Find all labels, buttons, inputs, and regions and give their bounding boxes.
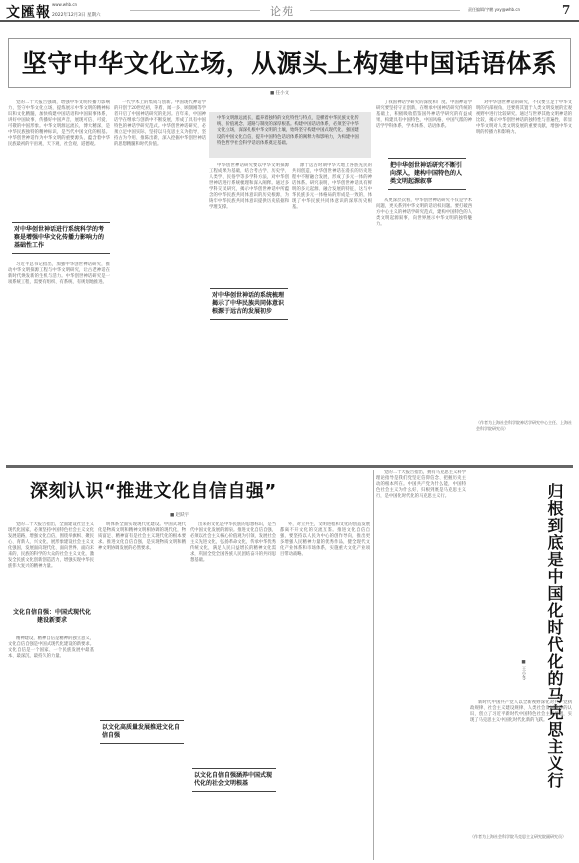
header-rule-right [310,10,460,11]
article1-headline: 坚守中华文化立场，从源头上构建中国话语体系 [21,49,558,78]
article1-column-2: 一代学术上的集成与创新。中国现代神话学的开创于20世纪初，茅盾、闻一多、顾颉刚等学者开启了中国神话研究的先河。百年来，中国神话学在继承与创新中不断发展，形成了具有中国特色的神话学研究范式。中华创世神话研究，必须立足中国实际，坚持以马克思主义为指导，坚持古为今用、推陈出新，深入挖掘中华创世神话的思想精髓和时代价值。 [114,100,206,147]
page-header [0,0,579,22]
article1-pullquote-3: 把中华创世神话研究不断引向深入，建构中国特色的人类文明起源叙事 [388,158,466,190]
header-rule-left [130,10,260,11]
article3-column-1: 党的二十大报告指出，拥有马克思主义科学理论指导是我们党坚定信仰信念、把握历史主动的根本所在。中国共产党为什么能，中国特色社会主义为什么好，归根到底是马克思主义行，是中国化时代化的马克思主义行。 [376,470,466,499]
article1-column-1a: 党的二十大报告强调，增强中华文明传播力影响力，坚守中华文化立场，提炼展示中华文明的精神标识和文化精髓，加快构建中国话语和中国叙事体系，讲好中国故事、传播好中国声音，展现可信、可爱、可敬的中国形象。中华文明源远流长，博大精深，是中华民族独特的精神标识，是当代中国文化的根基。中华创世神话作为中华文明的重要源头，蕴含着中华民族最初的宇宙观、天下观、社会观、道德观。 [8,100,110,147]
website-url: www.whb.cn [52,2,78,7]
article2-headline: 深刻认识“推进文化自信自强” [30,481,277,502]
editor-credit: 责任编辑/宇鹏 yxy@whb.cn [468,7,521,12]
masthead: 文匯報 [6,5,51,21]
article2-column-1b: 精神建设，精神自信是精神的独立意义，文化自信自强是中国式现代化建设的新要求。文化自信是一个国家、一个民族发展中最基本、最深沉、最持久的力量。 [8,636,94,659]
article2-column-1a: 党的二十大报告指出，全面建设社会主义现代化国家，必须坚持中国特色社会主义文化发展道路，增强文化自信，围绕举旗帜、聚民心、育新人、兴文化、展形象建设社会主义文化强国，发展面向现代化、面向世界、面向未来的，民族的科学的大众的社会主义文化，激发全民族文化创新创造活力，增强实现中华民族伟大复兴的精神力量。 [8,522,94,569]
article1-byline: ■ 任小文 [270,91,290,96]
article3-author-note: （作者为上海社会科学院马克思主义研究院副研究员） [470,834,566,839]
article2-pullquote-2: 以文化自信自强涵养中国式现代化的社会文明根基 [192,768,276,792]
article3-byline: ■ 王小冬 [521,660,526,680]
article2-column-4: 外，对立共生，文明进程和文化的创造发展都离不开文化的交流互鉴。推进文化自信自强，要坚持以人民为中心的创作导向，推出更多增强人民精神力量的优秀作品，健全现代文化产业体系和市场体系，实施重大文化产业项目带动战略。 [280,522,370,557]
article1-column-5a: 了我国神话学研究的深度和广度。中国神话学研究要坚持守正创新，在继承中国神话研究传统的基础上，积极吸收借鉴国外神话学研究的有益成果，构建具有中国特色、中国风格、中国气派的神话学学科体系、学术体系、话语体系。 [376,100,472,129]
article1-column-4: 源于远古时期中华大地上各族先民的共同创造，中华创世神话在漫长的历史进程中不断融合发展，形成了多元一体的神话体系。研究表明，中华创世神话具有鲜明的多元起源、融合发展的特征，这与中华民族多元一体格局的形成是一致的，体现了中华民族共同体意识的深厚历史根基。 [292,163,372,210]
article2-subheading: 文化自信自强：中国式现代化建设新要求 [10,606,94,628]
article1-author-note: （作者为上海社会科学院神话学研究中心主任、上海社会科学院研究员） [476,420,572,431]
section-divider [6,465,573,468]
article1-column-1b: 习近平总书记指出，加强中华创世神话研究，推动中华文明探源工程与中华文明研究，让古老神话在新时代焕发新的生机与活力。中华创世神话研究是一项系统工程，需要有组织、有系统、有规划地推进。 [8,262,110,285]
article1-column-6: 对中华创世神话的研究，不仅要立足于中华文明的内部视角，还要将其置于人类文明发展的宏观视野中进行比较研究。通过与世界其他文明神话的比较，揭示中华创世神话的独特性与普遍性，彰显中华文明对人类文明发展的重要贡献，增强中华文明的传播力和影响力。 [476,100,572,135]
article3-column-2: 新时代中国共产党人以全新视野深化对共产党执政规律、社会主义建设规律、人类社会发展规律的认识，创立了习近平新时代中国特色社会主义思想，实现了马克思主义中国化时代化新的飞跃。 [470,700,572,723]
article1-column-3: 中华创世神话研究要以中华文明探源工程成果为基础，结合考古学、历史学、人类学、民俗学等多学科方法，对中华创世神话进行系统梳理和深入阐释。通过多学科交叉研究，揭示中华创世神话中所蕴含的中华民族共同体意识的历史根源，为铸牢中华民族共同体意识提供历史依据和学理支撑。 [209,163,289,210]
article1-column-5b: 从更深层次看，中华创世神话研究不仅是学术问题，更关系到中华文明的话语权问题。要打破西方中心主义的神话学研究范式，建构中国特色的人类文明起源叙事，向世界展示中华文明的独特魅力。 [376,198,472,227]
article1-pullquote-2: 对中华创世神话的系统梳理揭示了中华民族共同体意识根源于远古的发展初步 [210,288,288,320]
article2-byline: ■ 赵跃宇 [170,513,190,518]
issue-date: 2022年12月3日 星期六 [52,13,101,18]
article2-column-3: 出来的文化是中华民族的思想标识，是当代中国文化发展的源泉。推进文化自信自强，必须以社会主义核心价值观为引领，发展社会主义先进文化，弘扬革命文化，传承中华优秀传统文化，满足人民日益增长的精神文化需求，巩固全党全国各族人民团结奋斗的共同思想基础。 [190,522,276,563]
section-title: 论苑 [270,5,294,18]
article2-pullquote-1: 以文化高质量发展推进文化自信自强 [100,720,184,744]
article1-abstract: 中华文明源远流长，蕴养着独特的文化特性与特点，是横着中华民族文化传统、价值观念、道路与制度的深厚根基。构建中国话语体系，必须坚守中华文化立场，深深扎根中华文明的土壤，始终坚守构建中国式现代化、强国建设的中国文化自信，提升中国特色话语体系的阐释力和影响力，为构建中国特色哲学社会科学话语体系奠定基础。 [209,112,371,158]
article2-column-2: 明体系全面实现现代化建设。中国式现代化是物质文明和精神文明相协调的现代化，物质富足、精神富有是社会主义现代化的根本要求。推进文化自信自强，是实现物质文明和精神文明协调发展的必然要求。 [98,522,186,551]
column-divider [373,470,374,860]
article3-headline: 归根到底是中国化时代化的马克思主义行 [545,483,564,789]
page-number: 7 [562,3,571,17]
article1-pullquote-1: 对中华创世神话进行系统科学的考察是增强中华文化传播力影响力的基础性工作 [12,222,110,254]
